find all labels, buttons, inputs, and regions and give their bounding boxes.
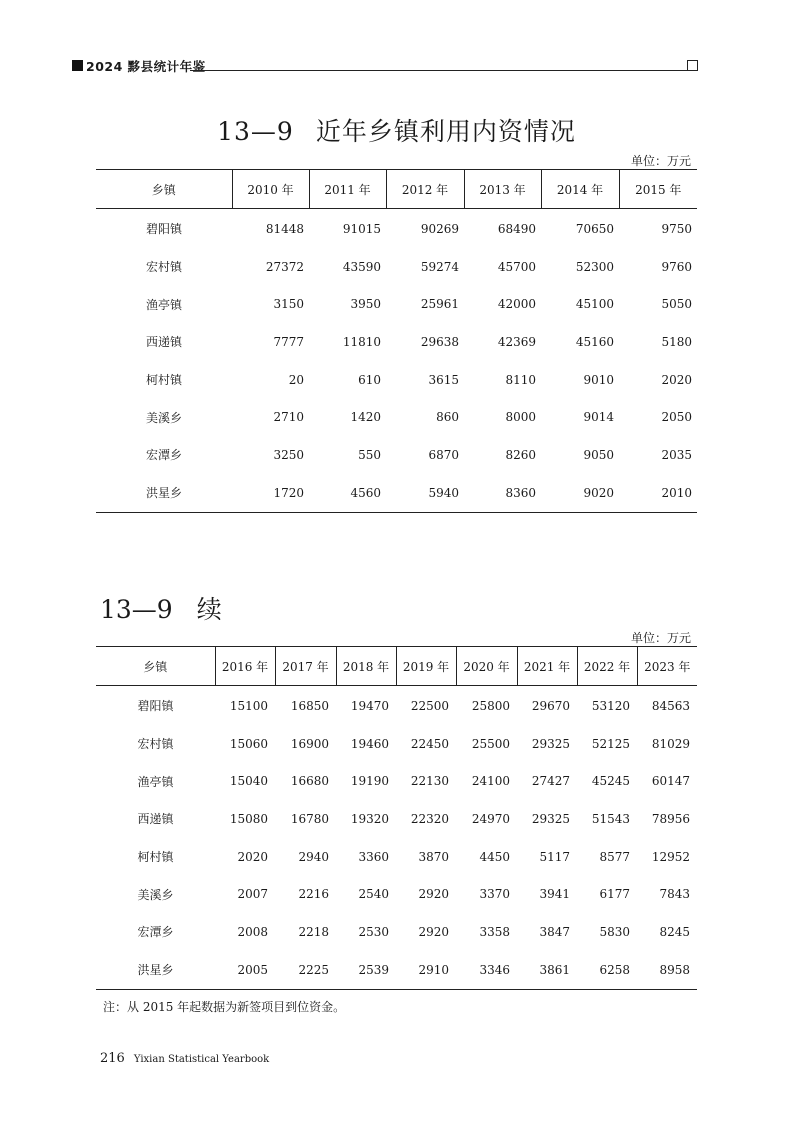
table2-unit: 单位：万元 — [630, 631, 691, 645]
township-name: 宏潭乡 — [137, 925, 174, 940]
table-row — [96, 248, 697, 286]
table-cell: 5830 — [599, 924, 630, 939]
table-cell: 3370 — [479, 887, 510, 902]
column-header-year: 2017 年 — [275, 647, 336, 686]
table-cell: 59274 — [420, 259, 459, 274]
table1-body — [96, 209, 697, 513]
book-title: Yixian Statistical Yearbook — [133, 1054, 270, 1065]
township-name: 碧阳镇 — [137, 699, 174, 714]
table-cell: 8245 — [659, 924, 690, 939]
table-cell: 2218 — [298, 924, 329, 939]
table-cell: 1720 — [232, 474, 309, 512]
table-cell: 27372 — [265, 259, 304, 274]
table-cell: 19190 — [350, 774, 389, 789]
table-cell: 22500 — [410, 698, 449, 713]
table-cell: 45160 — [575, 334, 614, 349]
table-cell: 2008 — [237, 924, 268, 939]
table-cell: 3346 — [456, 951, 517, 989]
table-cell: 7777 — [273, 334, 304, 349]
table-cell: 8110 — [505, 372, 536, 387]
table-cell: 27427 — [531, 774, 570, 789]
column-header-year: 2016 年 — [215, 647, 275, 686]
header-title: 2024 黟县统计年鉴 — [86, 59, 206, 74]
table-cell: 25961 — [420, 297, 459, 312]
table-cell: 8360 — [464, 474, 541, 512]
table-cell: 45700 — [497, 259, 536, 274]
table-row — [96, 436, 697, 474]
table-cell: 2530 — [358, 924, 389, 939]
table1-title-text: 近年乡镇利用内资情况 — [315, 117, 576, 146]
table-cell: 9050 — [583, 447, 614, 462]
township-name: 渔亭镇 — [145, 297, 182, 312]
table-row — [96, 800, 697, 838]
table-cell: 3950 — [350, 297, 381, 312]
table-cell: 4450 — [479, 849, 510, 864]
table-cell: 81448 — [265, 221, 304, 236]
column-header-year: 2022 年 — [577, 647, 637, 686]
table-cell: 52300 — [575, 259, 614, 274]
page-footer — [100, 1047, 269, 1066]
table-cell: 53120 — [591, 698, 630, 713]
page-number: 216 — [100, 1051, 125, 1066]
table1-title — [0, 112, 793, 148]
table-cell: 70650 — [575, 221, 614, 236]
township-name: 宏潭乡 — [145, 448, 182, 463]
table-cell: 3941 — [539, 887, 570, 902]
township-name: 洪星乡 — [96, 474, 232, 512]
table-cell: 60147 — [651, 774, 690, 789]
table-cell: 29638 — [420, 334, 459, 349]
township-name: 宏村镇 — [145, 260, 182, 275]
table-cell: 610 — [358, 372, 381, 387]
table-cell: 15040 — [229, 774, 268, 789]
table-row — [96, 725, 697, 763]
table-cell: 2540 — [358, 887, 389, 902]
table-cell: 5940 — [386, 474, 464, 512]
table-cell: 29670 — [531, 698, 570, 713]
table-row — [96, 875, 697, 913]
township-name: 宏村镇 — [137, 737, 174, 752]
table-cell: 9014 — [583, 410, 614, 425]
column-header-year: 2012 年 — [386, 170, 464, 209]
table-cell: 2710 — [273, 410, 304, 425]
table-row — [96, 762, 697, 800]
table-cell: 2216 — [298, 887, 329, 902]
table-cell: 5117 — [539, 849, 570, 864]
township-name: 柯村镇 — [137, 850, 174, 865]
table-cell: 8260 — [505, 447, 536, 462]
table-cell: 8000 — [505, 410, 536, 425]
table-cell: 5180 — [661, 334, 692, 349]
table-cell: 2050 — [661, 410, 692, 425]
table-cell: 19460 — [350, 736, 389, 751]
table2-title-text: 续 — [196, 595, 222, 624]
table-cell: 3615 — [428, 372, 459, 387]
table-cell: 20 — [288, 372, 304, 387]
table-cell: 6258 — [577, 951, 637, 989]
table-cell: 15080 — [229, 811, 268, 826]
table-cell: 6870 — [428, 447, 459, 462]
running-header — [72, 58, 698, 74]
table-row — [96, 323, 697, 361]
column-header-year: 2010 年 — [232, 170, 309, 209]
table-cell: 19320 — [350, 811, 389, 826]
table-cell: 3358 — [479, 924, 510, 939]
column-header-year: 2013 年 — [464, 170, 541, 209]
table-row — [96, 913, 697, 951]
table-row — [96, 209, 697, 248]
table-cell: 52125 — [591, 736, 630, 751]
table-cell: 2035 — [661, 447, 692, 462]
table-cell: 3870 — [418, 849, 449, 864]
table-cell: 84563 — [651, 698, 690, 713]
column-header-year: 2014 年 — [541, 170, 619, 209]
table-cell: 22450 — [410, 736, 449, 751]
column-header-year: 2023 年 — [637, 647, 697, 686]
table-cell: 3847 — [539, 924, 570, 939]
table-row — [96, 285, 697, 323]
table1-number: 13—9 — [217, 117, 294, 146]
township-name: 西递镇 — [145, 335, 182, 350]
table-row — [96, 398, 697, 436]
township-name: 美溪乡 — [137, 887, 174, 902]
table-cell: 29325 — [531, 811, 570, 826]
table-cell: 860 — [436, 410, 459, 425]
table-cell: 3861 — [517, 951, 577, 989]
column-header-township: 乡镇 — [96, 647, 215, 686]
table-cell: 15100 — [229, 698, 268, 713]
table-cell: 29325 — [531, 736, 570, 751]
table-cell: 4560 — [309, 474, 386, 512]
table-cell: 2539 — [336, 951, 396, 989]
table-cell: 8958 — [637, 951, 697, 989]
table-cell: 16780 — [290, 811, 329, 826]
township-name: 渔亭镇 — [137, 774, 174, 789]
table-cell: 90269 — [420, 221, 459, 236]
table2-header-row — [96, 647, 697, 686]
column-header-township: 乡镇 — [96, 170, 232, 209]
table-row — [96, 951, 697, 989]
table-row — [96, 838, 697, 876]
table-cell: 9020 — [541, 474, 619, 512]
table-cell: 24100 — [471, 774, 510, 789]
table-cell: 12952 — [651, 849, 690, 864]
township-name: 碧阳镇 — [145, 222, 182, 237]
column-header-year: 2020 年 — [456, 647, 517, 686]
table-cell: 43590 — [342, 259, 381, 274]
table-cell: 2007 — [237, 887, 268, 902]
table-cell: 8577 — [599, 849, 630, 864]
table-cell: 9010 — [583, 372, 614, 387]
table-row — [96, 361, 697, 399]
table-cell: 2010 — [619, 474, 697, 512]
table-cell: 24970 — [471, 811, 510, 826]
table-cell: 5050 — [661, 297, 692, 312]
column-header-year: 2021 年 — [517, 647, 577, 686]
township-name: 美溪乡 — [145, 410, 182, 425]
table-note: 注：从 2015 年起数据为新签项目到位资金。 — [103, 1000, 346, 1014]
table1-header-row — [96, 170, 697, 209]
table2-number: 13—9 — [100, 595, 173, 624]
table-cell: 68490 — [497, 221, 536, 236]
township-name: 洪星乡 — [96, 951, 215, 989]
table-cell: 25800 — [471, 698, 510, 713]
table-cell: 2020 — [661, 372, 692, 387]
table-cell: 81029 — [651, 736, 690, 751]
table-cell: 51543 — [591, 811, 630, 826]
table-cell: 550 — [358, 447, 381, 462]
table-cell: 2020 — [237, 849, 268, 864]
township-name: 西递镇 — [137, 812, 174, 827]
table2 — [96, 646, 697, 990]
table-cell: 9750 — [661, 221, 692, 236]
table-cell: 6177 — [599, 887, 630, 902]
column-header-year: 2011 年 — [309, 170, 386, 209]
table-cell: 45245 — [591, 774, 630, 789]
table-cell: 22130 — [410, 774, 449, 789]
table-cell: 11810 — [342, 334, 381, 349]
column-header-year: 2018 年 — [336, 647, 396, 686]
table-cell: 9760 — [661, 259, 692, 274]
header-square-mark — [72, 60, 83, 71]
table2-body — [96, 686, 697, 990]
table-cell: 22320 — [410, 811, 449, 826]
table-cell: 42000 — [497, 297, 536, 312]
table-cell: 16900 — [290, 736, 329, 751]
table-cell: 15060 — [229, 736, 268, 751]
table1-unit: 单位：万元 — [630, 154, 691, 168]
table-cell: 16680 — [290, 774, 329, 789]
table-cell: 3150 — [273, 297, 304, 312]
table-cell: 2920 — [418, 887, 449, 902]
table-cell: 7843 — [659, 887, 690, 902]
table-cell: 3250 — [273, 447, 304, 462]
table-cell: 45100 — [575, 297, 614, 312]
column-header-year: 2015 年 — [619, 170, 697, 209]
table-cell: 2910 — [396, 951, 456, 989]
table-cell: 78956 — [651, 811, 690, 826]
header-box-mark — [687, 60, 698, 71]
table-cell: 16850 — [290, 698, 329, 713]
table-cell: 2225 — [275, 951, 336, 989]
table-cell: 91015 — [342, 221, 381, 236]
township-name: 柯村镇 — [145, 373, 182, 388]
table2-title — [100, 590, 222, 626]
header-rule — [190, 70, 687, 71]
table-cell: 2005 — [215, 951, 275, 989]
table-cell: 1420 — [350, 410, 381, 425]
table-cell: 25500 — [471, 736, 510, 751]
column-header-year: 2019 年 — [396, 647, 456, 686]
table-cell: 42369 — [497, 334, 536, 349]
table-cell: 2920 — [418, 924, 449, 939]
table-cell: 2940 — [298, 849, 329, 864]
table-cell: 3360 — [358, 849, 389, 864]
table-row — [96, 474, 697, 512]
table-cell: 19470 — [350, 698, 389, 713]
table-row — [96, 686, 697, 725]
table1 — [96, 169, 697, 513]
